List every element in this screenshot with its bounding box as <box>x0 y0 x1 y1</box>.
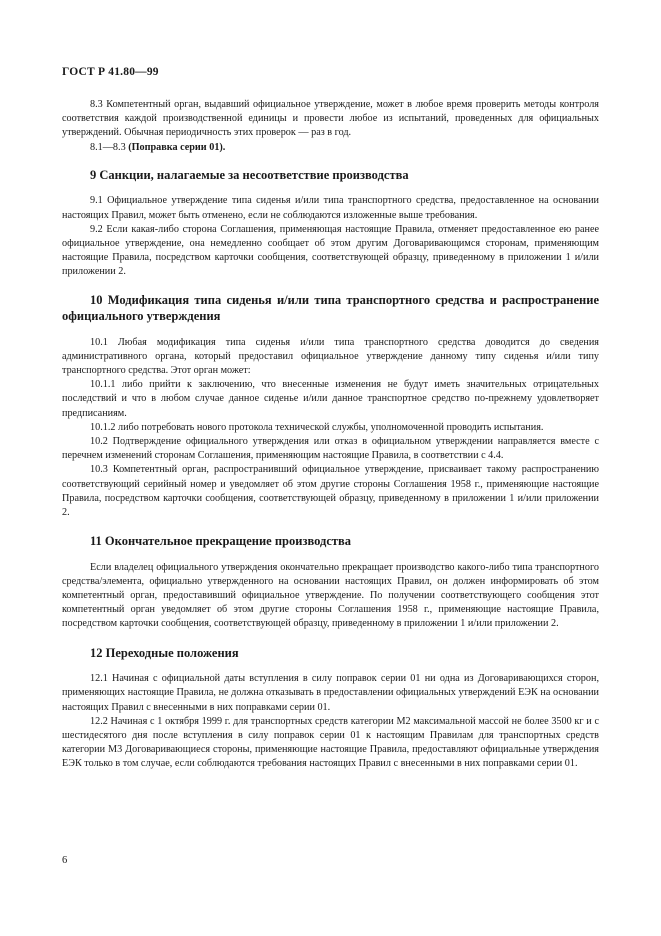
section-9-heading: 9 Санкции, налагаемые за несоответствие производства <box>90 167 409 182</box>
paragraph-10-1-2: 10.1.2 либо потребовать нового протокола технической службы, уполномоченной проводить испытания. <box>90 421 544 433</box>
paragraph-12-1: 12.1 Начиная с официальной даты вступления в силу поправок серии 01 ни одна из Договаривающихся сторон, применяющих настоящие Правила, не должна отказывать в предоставлении официальных утверждений ЕЭК на основании настоящих Правил с внесенными в них поправками серии 01. <box>62 673 599 713</box>
paragraph-8-3: 8.3 Компетентный орган, выдавший официальное утверждение, может в любое время проверить методы контроля соответствия каждой производственной единицы и провести любое из испытаний, проведенных для официальных утверждений. Обычная периодичность этих проверок — раз в год. <box>62 99 599 139</box>
paragraph-10-1-1: 10.1.1 либо прийти к заключению, что внесенные изменения не будут иметь значительных отрицательных последствий и что в любом случае данное сиденье и/или данное транспортное средство по-прежнему удовлетворяет предписаниям. <box>62 379 599 419</box>
paragraph-12-2: 12.2 Начиная с 1 октября 1999 г. для транспортных средств категории М2 максимальной массой не более 3500 кг и с шестидесятого дня после вступления в силу поправок серии 01 к настоящим Правилам для транспортных средств категории М3 Договаривающиеся стороны, применяющие настоящие Правила, предоставляют официальные утверждения ЕЭК только в том случае, если соблюдаются требования настоящих Правил с внесенными в них поправками серии 01. <box>62 715 599 770</box>
page-number: 6 <box>62 855 68 866</box>
paragraph-9-1: 9.1 Официальное утверждение типа сиденья и/или типа транспортного средства, предоставленное на основании настоящих Правил, может быть отменено, если не соблюдаются изложенные выше требования. <box>62 195 599 221</box>
amendment-ref: 8.1—8.3 <box>90 141 126 153</box>
document-body <box>62 98 599 772</box>
amendment-text: (Поправка серии 01). <box>128 141 226 153</box>
paragraph-9-2: 9.2 Если какая-либо сторона Соглашения, применяющая настоящие Правила, отменяет предоставленное ею ранее официальное утверждение, она немедленно сообщает об этом другим Договаривающимся сторонам, применяющим настоящие Правила, посредством карточки сообщения, соответствующей образцу, приведенному в приложении 1 и/или приложении 2. <box>62 223 599 278</box>
section-11-heading: 11 Окончательное прекращение производства <box>90 534 352 549</box>
paragraph-10-3: 10.3 Компетентный орган, распространивший официальное утверждение, присваивает такому распространению соответствующий серийный номер и уведомляет об этом другие стороны Соглашения 1958 г., применяющие настоящие Правила, посредством карточки сообщения, соответствующей образцу, приведенному в приложении 1 и/или приложении 2. <box>62 464 599 518</box>
section-12-heading: 12 Переходные положения <box>90 645 239 660</box>
document-header: ГОСТ Р 41.80—99 <box>62 66 159 78</box>
section-10-heading: 10 Модификация типа сиденья и/или типа транспортного средства и распространение официального утверждения <box>62 292 599 324</box>
amendment-note <box>62 141 599 155</box>
paragraph-10-1: 10.1 Любая модификация типа сиденья и/или типа транспортного средства доводится до сведения административного органа, который предоставил официальное утверждение данному типу сиденья и/или типу транспортного средства. Этот орган может: <box>62 336 599 376</box>
paragraph-10-2: 10.2 Подтверждение официального утверждения или отказ в официальном утверждении направляется вместе с перечнем изменений сторонам Соглашения, применяющим настоящие Правила, в соответствии с 4.4. <box>62 435 599 462</box>
paragraph-11: Если владелец официального утверждения окончательно прекращает производство какого-либо типа транспортного средства/элемента, официально утвержденного на основании настоящих Правил, он должен информировать об этом компетентный орган, предоставивший официальное утверждение. По получении соответствующего сообщения этот компетентный орган уведомляет об этом другие стороны Соглашения 1958 г., применяющие настоящие Правила, посредством карточки сообщения, соответствующей образцу, приведенному в приложении 1 и/или приложении 2. <box>62 561 599 630</box>
